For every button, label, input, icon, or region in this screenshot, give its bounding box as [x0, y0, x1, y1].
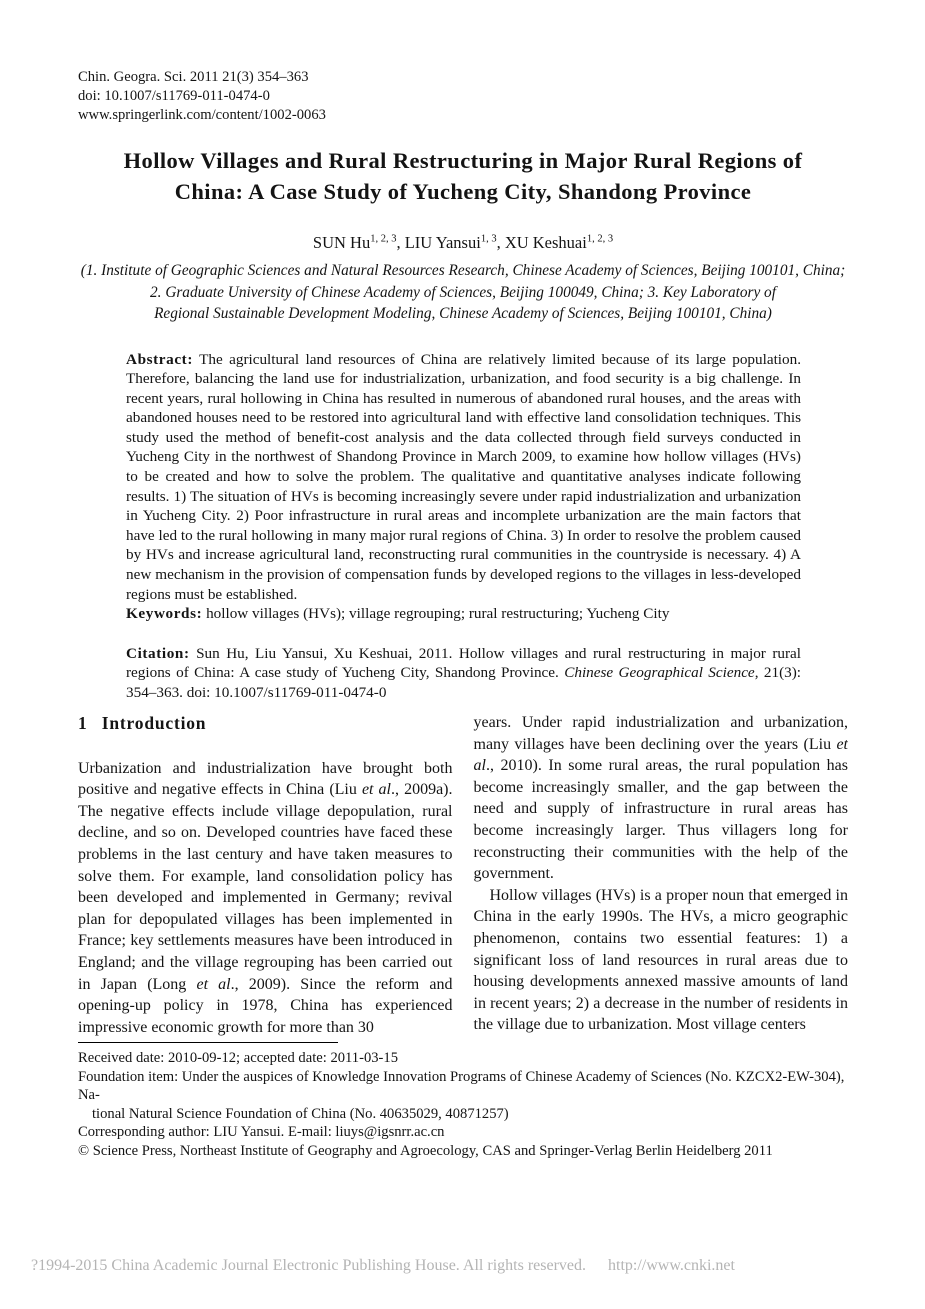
affiliation-line: Regional Sustainable Development Modeling, Chinese Academy of Sciences, Beijing 100101, China) [154, 305, 772, 322]
page-content [78, 0, 848, 703]
footnote-line: Corresponding author: LIU Yansui. E-mail: liuys@igsnrr.ac.cn [78, 1124, 445, 1140]
citation-text: Sun Hu, Liu Yansui, Xu Keshuai, 2011. Hollow villages and rural restructuring in major rural regions of China: A case study of Yucheng City, Shandong Province. Chinese Geographical Science, 21(3): 354–363. doi: 10.1007/s11769-011-0474-0 [126, 644, 801, 701]
footnote-divider [78, 1042, 338, 1043]
author-list [78, 233, 848, 253]
journal-citation-line: Chin. Geogra. Sci. 2011 21(3) 354–363 [78, 69, 309, 85]
affiliation-line: (1. Institute of Geographic Sciences and Natural Resources Research, Chinese Academy of Sciences, Beijing 100101, China; [80, 262, 846, 279]
footnote-line: tional Natural Science Foundation of China (No. 40635029, 40871257) [92, 1105, 509, 1122]
author: LIU Yansui$^{1, 3}$, [404, 233, 505, 252]
watermark-url: http://www.cnki.net [608, 1257, 735, 1274]
footnote-line: Received date: 2010-09-12; accepted date: 2011-03-15 [78, 1050, 398, 1066]
abstract-text: The agricultural land resources of China are relatively limited because of its large population. Therefore, balancing the land use for industrialization, urbanization, and food security is a big challenge. In recent years, rural hollowing in China has resulted in numerous of abandoned rural houses, and the areas with abandoned houses need to be restored into agricultural land with effective land consolidation techniques. This study used the method of benefit-cost analysis and the data collected through field surveys conducted in Yucheng City in the northwest of Shandong Province in March 2009, to examine how hollow villages (HVs) to be created and how to solve the problem. The qualitative and quantitative analyses indicate following results. 1) The situation of HVs is becoming increasingly severe under rapid industrialization and urbanization in Yucheng City. 2) Poor infrastructure in rural areas and incomplete urbanization are the main factors that have led to the rural hollowing in many major rural regions of China. 3) In order to resolve the problem caused by HVs and increase agricultural land, reconstructing rural communities in the countryside is necessary. 4) A new mechanism in the provision of compensation funds by developed regions to the villages in less-developed regions must be established. [126, 350, 801, 603]
paragraph: Hollow villages (HVs) is a proper noun that emerged in China in the early 1990s. The HVs, a micro geographic phenomenon, contains two essential features: 1) a significant loss of land resources in rural areas due to housing developments annexed massive amounts of land in recent years; 2) a decrease in the number of residents in the village due to urbanization. Most village centers [473, 886, 848, 1034]
citation [126, 644, 801, 703]
paragraph: years. Under rapid industrialization and urbanization, many villages have been declining over the years (Liu et al., 2010). In some rural areas, the rural population has become increasingly smaller, and the gap between the need and supply of infrastructure in rural areas has become increasingly larger. Thus villagers long for reconstructing their communities with the help of the government. [473, 714, 848, 883]
author: XU Keshuai$^{1, 2, 3}$ [504, 233, 614, 252]
doi-line: doi: 10.1007/s11769-011-0474-0 [78, 88, 270, 104]
section-heading-introduction [78, 713, 453, 735]
paragraph: Urbanization and industrialization have brought both positive and negative effects in China (Liu et al., 2009a). The negative effects include village depopulation, rural decline, and so on. Developed countries have faced these problems in the last century and have taken measures to solve them. For example, land consolidation policy has been developed and implemented in Germany; revival plan for depopulated villages has been implemented in France; key settlements measures have been introduced in England; and the village regrouping has been carried out in Japan (Long et al., 2009). Since the reform and opening-up policy in 1978, China has experienced impressive economic growth for more than 30 [78, 759, 453, 1036]
abstract-label: Abstract: [126, 350, 193, 368]
section-title: Introduction [101, 713, 207, 733]
paper-title-line1: Hollow Villages and Rural Restructuring in Major Rural Regions of [123, 148, 803, 173]
watermark-text: ?1994-2015 China Academic Journal Electronic Publishing House. All rights reserved. [31, 1257, 586, 1274]
abstract [126, 350, 801, 605]
affiliations [78, 260, 848, 325]
footnote-line: © Science Press, Northeast Institute of Geography and Agroecology, CAS and Springer-Verlag Berlin Heidelberg 2011 [78, 1142, 773, 1159]
paper-title-line2: China: A Case Study of Yucheng City, Shandong Province [174, 178, 752, 204]
keywords-text: hollow villages (HVs); village regrouping; rural restructuring; Yucheng City [206, 605, 670, 623]
footnotes [78, 1049, 850, 1160]
right-column [474, 712, 849, 1048]
journal-header [78, 68, 848, 125]
section-number: 1 [78, 713, 87, 733]
affiliation-line: 2. Graduate University of Chinese Academy of Sciences, Beijing 100049, China; 3. Key Laboratory of [150, 283, 776, 301]
paper-title [78, 146, 848, 207]
front-matter [126, 350, 801, 703]
author: SUN Hu$^{1, 2, 3}$, [312, 233, 405, 252]
keywords-label: Keywords: [126, 605, 203, 623]
footnote-line: Foundation item: Under the auspices of Knowledge Innovation Programs of Chinese Academy of Sciences (No. KZCX2-EW-304), Na- [78, 1068, 845, 1103]
keywords [126, 604, 801, 624]
footnote-block [78, 1042, 850, 1160]
cnki-watermark [31, 1257, 735, 1275]
body-columns [78, 712, 848, 1048]
citation-label: Citation: [126, 644, 190, 662]
left-column [78, 712, 453, 1048]
publisher-url-line: www.springerlink.com/content/1002-0063 [78, 107, 326, 123]
